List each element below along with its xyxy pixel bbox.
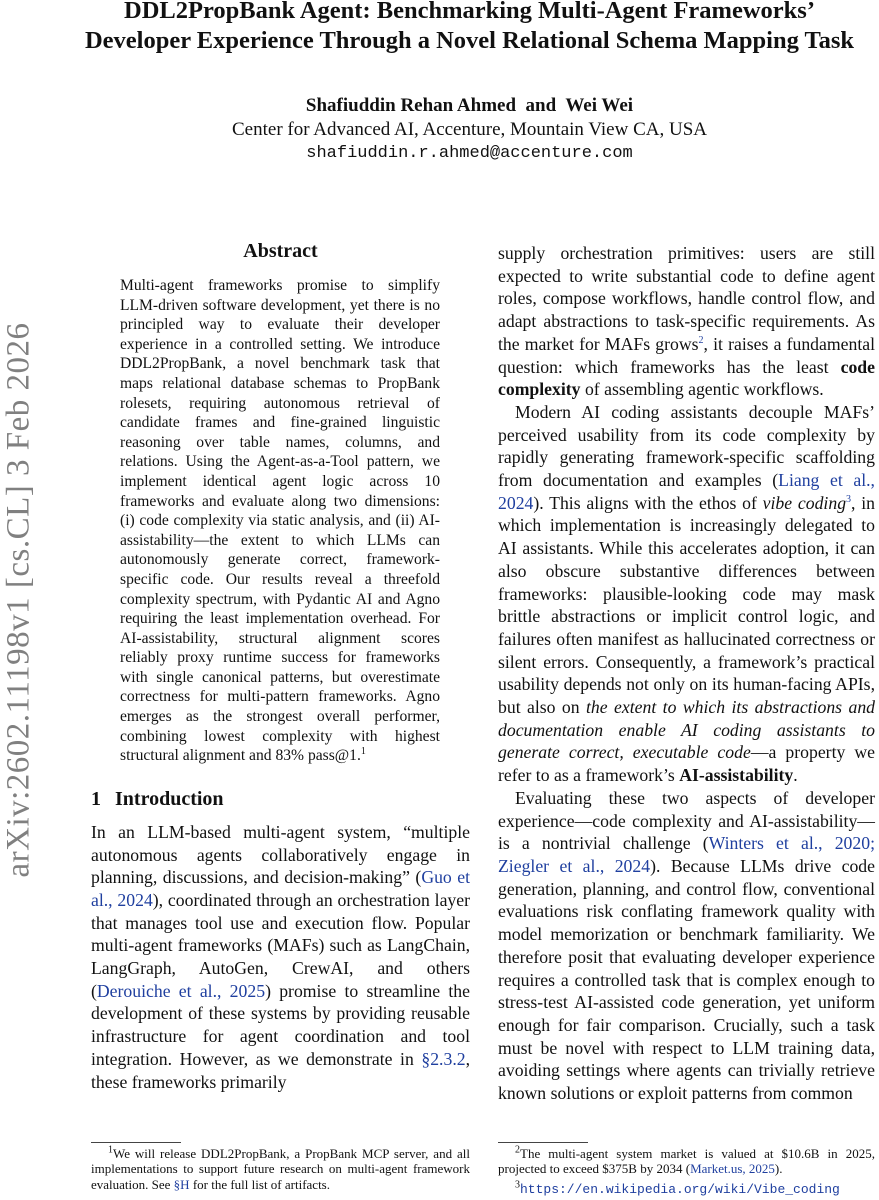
citation-separator: ; — [870, 833, 876, 854]
right-column — [498, 242, 875, 1105]
title-line-1: DDL2PropBank Agent: Benchmarking Multi-Agent Frameworks’ — [124, 0, 815, 24]
body-text: . — [793, 765, 798, 786]
body-text: of assembling agentic workflows. — [580, 379, 824, 400]
footnote-mark-2[interactable]: 2 — [698, 334, 704, 346]
footnote-text: We will release DDL2PropBank, a PropBank MCP server, and all implementations to support future research on multi-agent framework evaluation. See — [91, 1146, 470, 1192]
emphasis-italic-phrase: the extent to which its abstractions and documentation enable AI coding assistants to generate correct, executable code — [498, 697, 876, 763]
emphasis-vibe-coding: vibe coding — [762, 492, 847, 513]
emphasis-ai-assistability: AI-assistability — [679, 765, 794, 786]
author-block — [60, 94, 879, 166]
footnote-1-mark: 1 — [108, 1144, 113, 1156]
title-line-2: Developer Experience Through a Novel Relational Schema Mapping Task — [84, 27, 855, 54]
footnote-3 — [498, 1181, 875, 1197]
intro-text: ) promise to streamline the development of these systems by providing reusable infrastructure for agent coordination and tool integration. However, as we demonstrate in — [91, 980, 470, 1069]
right-paragraph-3 — [498, 787, 875, 1105]
author-email[interactable]: shafiuddin.r.ahmed@accenture.com — [306, 144, 633, 163]
footnote-text: The multi-agent system market is valued at $10.6B in 2025, projected to exceed $375B by 2034 ( — [498, 1146, 875, 1177]
footnote-url-link[interactable]: https://en.wikipedia.org/wiki/Vibe_coding — [520, 1182, 840, 1197]
right-paragraph-1 — [498, 242, 875, 401]
section-reference-link[interactable]: §2.3.2 — [421, 1048, 466, 1069]
footnote-rule-left — [91, 1142, 181, 1143]
intro-paragraph-1 — [91, 821, 470, 1093]
abstract-footnote-mark[interactable]: 1 — [360, 746, 366, 758]
body-text: , in which implementation is increasingly delegated to AI assistants. While this accelerates adoption, it can also obscure substantive differences between frameworks: plausible-looking code may mask brittle abstractions or implicit control logic, and failures often manifest as hallucinated correctness or silent errors. Consequently, a framework’s practical usability depends not only on its human-facing APIs, but also on — [498, 492, 876, 718]
footnote-rule-right — [498, 1142, 588, 1143]
author-affiliation: Center for Advanced AI, Accenture, Mountain View CA, USA — [232, 119, 707, 140]
abstract-body: Multi-agent frameworks promise to simplify LLM-driven software development, yet there is no principled way to evaluate their developer experience in a controlled setting. We introduce DDL2PropBank, a novel benchmark task that maps relational database schemas to PropBank rolesets, requiring autonomous retrieval of candidate frames and fine-grained linguistic reasoning over table names, columns, and relations. Using the Agent-as-a-Tool pattern, we implement identical agent logic across 10 frameworks and evaluate along two dimensions: (i) code complexity via static analysis, and (ii) AI-assistability—the extent to which LLMs can autonomously generate correct, framework-specific code. Our results reveal a threefold complexity spectrum, with Pydantic AI and Agno requiring the least implementation overhead. For AI-assistability, structural alignment scores reliably proxy runtime success for frameworks with single canonical patterns, but overestimate correctness for multi-pattern frameworks. Agno emerges as the strongest overall performer, combining lowest complexity with highest structural alignment and 83% pass@1. — [120, 277, 440, 765]
body-text: Evaluating these two aspects of developer experience—code complexity and AI-assistability—is a nontrivial challenge ( — [498, 787, 875, 854]
citation-liang[interactable]: Liang et al., 2024 — [498, 470, 875, 513]
intro-text: In an LLM-based multi-agent system, “multiple autonomous agents collaboratively engage in planning, discussions, and decision-making” ( — [91, 821, 470, 888]
left-column — [91, 240, 470, 1093]
citation-ziegler[interactable]: Ziegler et al., 2024 — [498, 855, 651, 876]
citation-winters[interactable]: Winters et al., 2020 — [708, 833, 871, 854]
abstract-text — [120, 276, 440, 766]
footnote-1 — [91, 1146, 470, 1192]
body-text: —a property we refer to as a framework’s — [498, 742, 875, 786]
author-names: Shafiuddin Rehan Ahmed and Wei Wei — [305, 95, 634, 116]
footnote-text: ). — [774, 1161, 783, 1177]
intro-text: , these frameworks primarily — [91, 1048, 470, 1092]
intro-text: ), coordinated through an orchestration layer that manages tool use and execution flow. Popular multi-agent frameworks (MAFs) such as LangChain, LangGraph, AutoGen, CrewAI, and others ( — [91, 889, 471, 1001]
body-text: Modern AI coding assistants decouple MAFs’ perceived usability from its code complexity by rapidly generating framework-specific scaffolding from documentation and examples ( — [498, 401, 875, 491]
paper-title — [60, 0, 879, 56]
abstract-heading: Abstract — [243, 240, 318, 262]
right-paragraph-2 — [498, 401, 875, 787]
arxiv-identifier: arXiv:2602.11198v1 [cs.CL] 3 Feb 2026 — [0, 322, 37, 878]
body-text: ). Because LLMs drive code generation, planning, and control flow, conventional evaluations risk conflating framework quality with model memorization or benchmark familiarity. We therefore posit that evaluating developer experience requires a controlled task that is complex enough to stress-test AI-assisted code generation, yet uniform enough for fair comparison. Crucially, such a task must be novel with respect to LLM training data, avoiding settings where agents can trivially retrieve known solutions or exploit patterns from common — [498, 855, 875, 1104]
arxiv-sidebar — [0, 300, 38, 900]
footnote-2-mark: 2 — [515, 1144, 520, 1156]
footnote-text: for the full list of artifacts. — [189, 1176, 330, 1192]
body-text: , it raises a fundamental question: which frameworks has the least — [498, 333, 876, 377]
body-text: ). This aligns with the ethos of — [533, 492, 763, 513]
citation-guo[interactable]: Guo et al., 2024 — [91, 867, 470, 910]
emphasis-code-complexity: code complexity — [498, 356, 875, 400]
footnote-3-mark: 3 — [515, 1179, 520, 1191]
body-text: supply orchestration primitives: users are still expected to write substantial code to define agent roles, compose workflows, handle control flow, and adapt abstractions to task-specific requirements. As the market for MAFs grows — [498, 243, 875, 354]
appendix-link[interactable]: §H — [173, 1176, 190, 1192]
citation-market-us[interactable]: Market.us, 2025 — [690, 1161, 775, 1177]
citation-derouiche[interactable]: Derouiche et al., 2025 — [96, 980, 266, 1001]
section-number: 1 — [91, 787, 101, 810]
footnote-2 — [498, 1146, 875, 1177]
footnote-mark-3[interactable]: 3 — [846, 493, 852, 505]
section-title: Introduction — [115, 787, 224, 810]
section-heading-introduction — [91, 788, 470, 811]
